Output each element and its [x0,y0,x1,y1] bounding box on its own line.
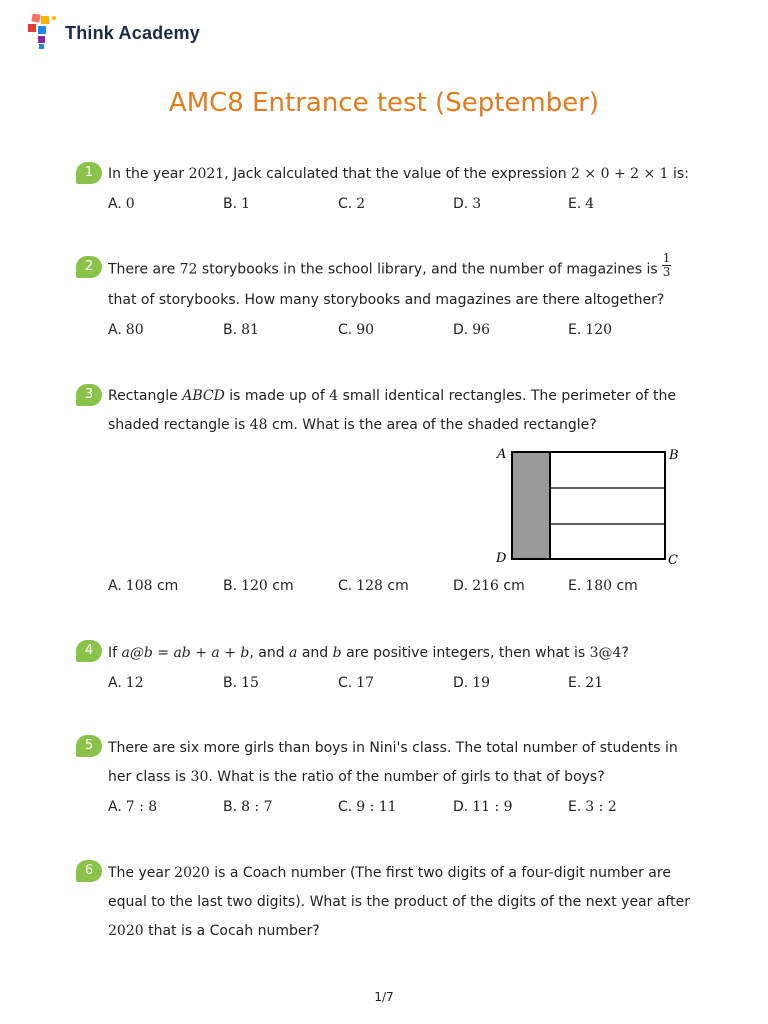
shaded-rectangle [512,452,550,559]
option-d: D. 216 cm [453,578,525,594]
question-text: There are six more girls than boys in Nini's class. The total number of students in [108,740,678,756]
question-number-badge: 6 [76,860,102,882]
option-b: B. 120 cm [223,578,294,594]
option-b: B. 1 [223,196,250,212]
label-d: D [496,551,507,566]
question-text-line-2: her class is 30. What is the ratio of the number of girls to that of boys? [108,769,605,785]
question-number-badge: 5 [76,735,102,757]
option-b: B. 15 [223,675,259,691]
option-a: A. 0 [108,196,135,212]
option-d: D. 19 [453,675,491,691]
question-text-line-2: shaded rectangle is 48 cm. What is the area of the shaded rectangle? [108,417,597,433]
logo-text: Think Academy [65,23,200,43]
option-c: C. 9 : 11 [338,799,397,815]
option-b: B. 8 : 7 [223,799,273,815]
question-text-line-2: that of storybooks. How many storybooks and magazines are there altogether? [108,292,665,308]
option-c: C. 2 [338,196,366,212]
option-d: D. 11 : 9 [453,799,513,815]
page-title: AMC8 Entrance test (September) [168,88,600,118]
think-academy-logo-icon [28,14,62,54]
option-c: C. 17 [338,675,375,691]
label-c: C [668,553,678,568]
option-b: B. 81 [223,322,259,338]
think-academy-logo [28,14,228,54]
option-a: A. 12 [108,675,144,691]
question-text-line-2: equal to the last two digits). What is the product of the digits of the next year after [108,894,690,910]
option-e: E. 3 : 2 [568,799,617,815]
question-number-badge: 3 [76,384,102,406]
fraction: $\frac{1}{3}$ [662,251,671,279]
option-e: E. 180 cm [568,578,638,594]
question-text-line-3: 2020 that is a Cocah number? [108,923,320,939]
option-a: A. 108 cm [108,578,179,594]
question-text: The year 2020 is a Coach number (The first two digits of a four-digit number are [108,865,671,881]
question-text: There are 72 storybooks in the school library, and the number of magazines is $\frac{1}{3}$ [108,251,671,279]
option-a: A. 80 [108,322,144,338]
question-text: In the year 2021, Jack calculated that the value of the expression 2 × 0 + 2 × 1 is: [108,166,689,182]
option-c: C. 90 [338,322,375,338]
question-text: Rectangle ABCD is made up of 4 small identical rectangles. The perimeter of the [108,388,676,404]
question-number-badge: 4 [76,640,102,662]
option-c: C. 128 cm [338,578,409,594]
label-b: B [669,448,679,463]
label-a: A [497,447,507,462]
question-number-badge: 1 [76,162,102,184]
question-number-badge: 2 [76,256,102,278]
page-number: 1/7 [374,990,394,1004]
option-e: E. 120 [568,322,613,338]
rectangle-abcd-figure [492,444,692,574]
option-a: A. 7 : 8 [108,799,158,815]
option-e: E. 4 [568,196,595,212]
option-e: E. 21 [568,675,604,691]
question-text: If a@b = ab + a + b, and a and b are positive integers, then what is 3@4? [108,645,629,661]
option-d: D. 96 [453,322,491,338]
option-d: D. 3 [453,196,482,212]
